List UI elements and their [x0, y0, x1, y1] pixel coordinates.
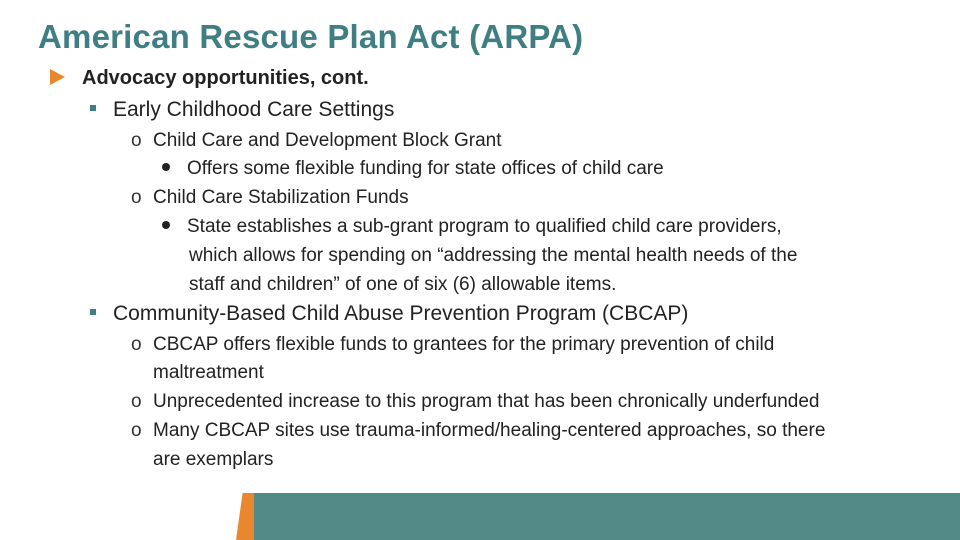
item-cbcap-increase [131, 391, 819, 413]
section-early-childhood [90, 98, 394, 122]
play-arrow-icon [50, 69, 65, 85]
section-cbcap [90, 302, 688, 326]
circle-bullet-icon: o [131, 334, 142, 355]
item-text: maltreatment [153, 362, 264, 383]
item-cbcap-sites-cont [153, 449, 273, 471]
dot-bullet-icon [162, 163, 170, 171]
item-cbcap-sites [131, 420, 825, 442]
item-text: are exemplars [153, 449, 274, 470]
item-label: Child Care Stabilization Funds [153, 187, 409, 208]
circle-bullet-icon: o [131, 187, 142, 208]
detail-stabilization-cont [189, 274, 616, 296]
detail-stabilization-cont [189, 245, 797, 267]
level1-heading [50, 67, 369, 90]
item-label: Child Care and Development Block Grant [153, 130, 502, 151]
detail-stabilization [162, 216, 782, 238]
footer-teal-bar [254, 493, 960, 540]
dot-bullet-icon [162, 221, 170, 229]
detail-text: staff and children” of one of six (6) allowable items. [189, 274, 617, 295]
item-ccdbg [131, 130, 502, 152]
slide-title: American Rescue Plan Act (ARPA) [38, 18, 584, 55]
circle-bullet-icon: o [131, 391, 142, 412]
detail-text: State establishes a sub-grant program to qualified child care providers, [187, 216, 782, 237]
section-label: Community-Based Child Abuse Prevention Program (CBCAP) [113, 302, 689, 325]
item-cbcap-funds [131, 334, 774, 356]
section-label: Early Childhood Care Settings [113, 98, 395, 121]
heading-text: Advocacy opportunities, cont. [82, 67, 369, 89]
item-cbcap-funds-cont [153, 362, 264, 384]
detail-text: which allows for spending on “addressing the mental health needs of the [189, 245, 798, 266]
item-text: CBCAP offers flexible funds to grantees for the primary prevention of child [153, 334, 775, 355]
circle-bullet-icon: o [131, 420, 142, 441]
detail-ccdbg [162, 158, 664, 180]
detail-text: Offers some flexible funding for state offices of child care [187, 158, 664, 179]
square-bullet-icon [90, 105, 96, 111]
item-text: Unprecedented increase to this program that has been chronically underfunded [153, 391, 820, 412]
square-bullet-icon [90, 309, 96, 315]
circle-bullet-icon: o [131, 130, 142, 151]
item-stabilization [131, 187, 409, 209]
item-text: Many CBCAP sites use trauma-informed/healing-centered approaches, so there [153, 420, 826, 441]
